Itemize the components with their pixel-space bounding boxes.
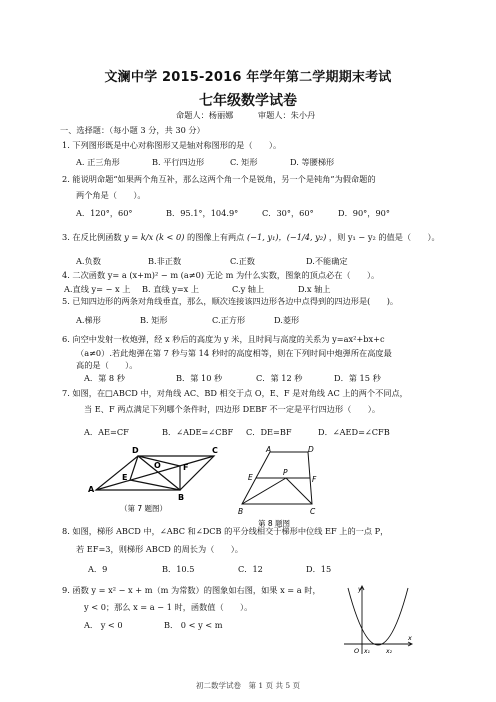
q7-option-c: C．DE=BF [246, 427, 292, 437]
exam-title: 文澜中学 2015-2016 年学年第二学期期末考试 [104, 70, 392, 85]
q6-stem: 6. 向空中发射一枚炮弹，经 x 秒后的高度为 y 米，且时间与高度的关系为 y=ax²+bx+c [62, 334, 385, 344]
q3-option-c: C.正数 [230, 256, 255, 266]
q7-option-d: D．∠AED=∠CFB [318, 427, 390, 437]
q2-option-d: D．90°，90° [338, 208, 390, 218]
q3-option-d: D.不能确定 [306, 256, 348, 266]
fig7-label-c: C [212, 446, 218, 455]
q9-stem-2: y < 0；那么 x = a − 1 时，函数值（ ）。 [84, 602, 253, 612]
fig8-label-f: F [312, 475, 317, 484]
bisector-cp [286, 478, 312, 504]
q9-option-a: A． y < 0 [84, 620, 123, 630]
fig7-label-d: D [132, 446, 139, 455]
q8-option-c: C．12 [238, 564, 263, 574]
fig8-label-c: C [310, 507, 316, 516]
q1-option-d: D. 等腰梯形 [290, 157, 335, 167]
q2-option-a: A．120°，60° [76, 208, 133, 218]
q1-option-c: C. 矩形 [230, 157, 258, 167]
q1-option-b: B. 平行四边形 [152, 157, 205, 167]
q4-option-d: D.x 轴上 [298, 284, 331, 294]
fig9-label-x: x [408, 634, 412, 642]
q6-stem-2: （a≠0）.若此炮弹在第 7 秒与第 14 秒时的高度相等，则在下列时间中炮弹所在高度最 [76, 348, 392, 358]
q4-option-a: A.直线 y= − x 上 [64, 284, 131, 294]
figure-9-graph [340, 582, 414, 658]
fig8-label-p: P [283, 468, 288, 477]
fig9-label-x1: x₁ [364, 648, 370, 655]
q5-stem: 5. 已知四边形的两条对角线垂直，那么，顺次连接该四边形各边中点得到的四边形是( )。 [62, 296, 399, 306]
fig8-label-d: D [308, 445, 314, 454]
q1-option-a: A. 正三角形 [76, 157, 120, 167]
parabola-curve [348, 588, 408, 645]
q8-stem-2: 若 EF=3，则梯形 ABCD 的周长为（ ）。 [76, 544, 243, 554]
q3-points: (−1, y₁)，(−1/4, y₂) [246, 232, 327, 242]
q7-stem-2: 当 E、F 两点满足下列哪个条件时，四边形 DEBF 不一定是平行四边形（ ）。 [84, 404, 381, 414]
q7-stem: 7. 如图，在□ABCD 中，对角线 AC、BD 相交于点 O，E、F 是对角线 AC 上的两个不同点， [62, 388, 408, 398]
authors-line: 命题人：杨丽娜 审题人：朱小丹 [176, 110, 316, 120]
q3-stem-pre: 3. 在反比例函数 [62, 232, 122, 242]
q6-option-b: B．第 10 秒 [176, 373, 223, 383]
q3-option-b: B.非正数 [148, 256, 182, 266]
q5-option-a: A.梯形 [76, 315, 101, 325]
fig8-label-e: E [248, 473, 253, 482]
q5-option-c: C.正方形 [212, 315, 246, 325]
fig7-label-e: E [122, 473, 128, 482]
fig8-label-b: B [238, 507, 244, 516]
figure-8-diagram [232, 444, 328, 528]
fig8-caption: 第 8 题图 [258, 519, 291, 528]
q6-option-a: A．第 8 秒 [84, 373, 125, 383]
fig7-label-f: F [183, 463, 189, 472]
q8-option-a: A．9 [88, 564, 108, 574]
section-heading: 一、选择题：（每小题 3 分，共 30 分） [60, 125, 205, 135]
q2-stem: 2. 能说明命题“如果两个角互补，那么这两个角一个是锐角，另一个是钝角”为假命题的 [62, 174, 376, 184]
fig9-label-x2: x₂ [386, 648, 392, 655]
q7-option-b: B．∠ADE=∠CBF [162, 427, 234, 437]
q3-function: y = k/x (k < 0) [124, 232, 185, 242]
fig8-label-a: A [266, 445, 272, 454]
q2-option-c: C．30°，60° [262, 208, 314, 218]
fig9-label-y: y [358, 585, 362, 593]
q5-option-b: B. 矩形 [140, 315, 168, 325]
q5-option-d: D.菱形 [274, 315, 300, 325]
q3-stem-post: ，则 y₁ − y₂ 的值是（ ）。 [328, 232, 440, 242]
q3-stem-mid: 的图像上有两点 [187, 232, 245, 242]
q6-option-d: D．第 15 秒 [334, 373, 381, 383]
q8-stem: 8. 如图，梯形 ABCD 中，∠ABC 和∠DCB 的平分线相交于梯形中位线 EF 上的一点 P， [62, 526, 389, 536]
figure-7-diagram [86, 440, 234, 516]
q4-option-b: B. 直线 y=x 上 [142, 284, 200, 294]
q6-option-c: C．第 12 秒 [256, 373, 303, 383]
q3-option-a: A.负数 [76, 256, 101, 266]
fig9-label-origin: O [354, 647, 360, 655]
q7-option-a: A．AE=CF [84, 427, 129, 437]
fig7-label-a: A [88, 485, 95, 494]
q2-stem-2: 两个角是（ ）。 [76, 190, 146, 200]
q4-option-c: C.y 轴上 [232, 284, 265, 294]
fig7-label-o: O [154, 461, 161, 470]
q8-option-b: B．10.5 [162, 564, 195, 574]
fig7-caption: （第 7 题图） [120, 504, 168, 513]
q2-option-b: B．95.1°，104.9° [166, 208, 239, 218]
exam-subtitle: 七年级数学试卷 [199, 93, 297, 109]
fig7-label-b: B [178, 493, 185, 502]
q8-option-d: D．15 [306, 564, 332, 574]
page-footer: 初二数学试卷 第 1 页 共 5 页 [196, 681, 300, 690]
q6-stem-3: 高的是（ ）。 [76, 360, 138, 370]
q4-stem: 4. 二次函数 y= a (x+m)² − m (a≠0) 无论 m 为什么实数，图象的顶点必在（ ）。 [62, 270, 380, 280]
q9-stem: 9. 函数 y = x² − x + m（m 为常数）的图象如右图，如果 x = a 时， [62, 585, 321, 595]
q9-option-b: B． 0 < y < m [164, 620, 223, 630]
q1-stem: 1. 下列图形既是中心对称图形又是轴对称图形的是（ ）。 [62, 140, 282, 150]
q3-stem [62, 232, 440, 243]
